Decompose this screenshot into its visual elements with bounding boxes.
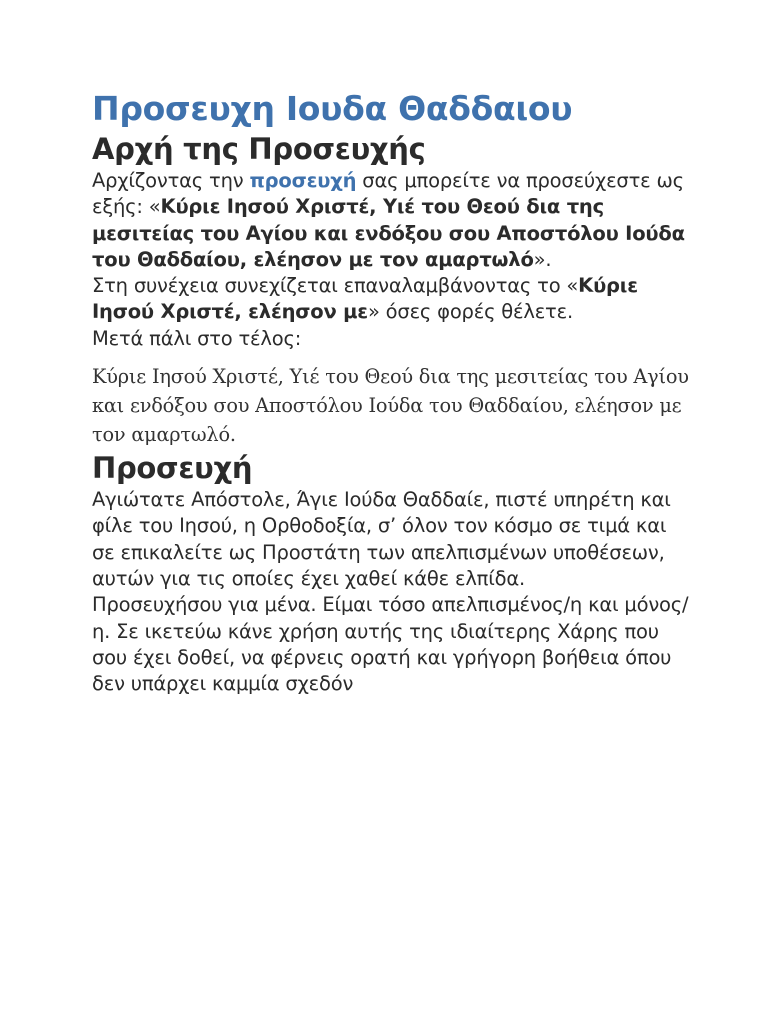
paragraph-end-intro: Μετά πάλι στο τέλος: bbox=[92, 326, 302, 350]
intro-lead-text: Αρχίζοντας την bbox=[92, 169, 250, 192]
section-heading-prayer: Προσευχή bbox=[92, 451, 253, 486]
prayer-paragraph-2: Προσευχήσου για μένα. Είμαι τόσο απελπισμένος/η και μόνος/η. Σε ικετεύω κάνε χρήση αυτής της ιδιαίτερης Χάρης που σου έχει δοθεί, να φέρνεις ορατή και γρήγορη βοήθεια όπου δεν υπάρχει καμμία σχεδόν bbox=[92, 593, 689, 696]
prayer-paragraph-1: Αγιώτατε Απόστολε, Άγιε Ιούδα Θαδδαίε, πιστέ υπηρέτη και φίλε του Ιησού, η Ορθοδοξία, σ’ όλον τον κόσμο σε τιμά και σε επικαλείτε ως Προστάτη των απελπισμένων υποθέσεων, αυτών για τις οποίες έχει χαθεί κάθε ελπίδα. bbox=[92, 488, 671, 590]
intro-bold-prayer: Κύριε Ιησού Χριστέ, Υιέ του Θεού δια της μεσιτείας του Αγίου και ενδόξου σου Αποστόλου Ιούδα του Θαδδαίου, ελέησον με τον αμαρτωλό bbox=[92, 195, 685, 271]
section-heading-start: Αρχή της Προσευχής bbox=[92, 132, 426, 166]
closing-prayer-quote: Κύριε Ιησού Χριστέ, Υιέ του Θεού δια της μεσιτείας του Αγίου και ενδόξου σου Αποστόλου Ιούδα του Θαδδαίου, ελέησον με τον αμαρτωλό. bbox=[92, 365, 689, 447]
document-page bbox=[92, 88, 692, 697]
document-title: Προσευχη Ιουδα Θαδδαιου bbox=[92, 89, 573, 128]
intro-end-text: ». bbox=[533, 247, 552, 271]
prayer-link[interactable]: προσευχή bbox=[249, 169, 357, 192]
continue-bold-prayer: Κύριε Ιησού Χριστέ, ελέησον με bbox=[92, 274, 638, 324]
intro-mid-text: σας μπορείτε να προσεύχεστε ως εξής: « bbox=[92, 169, 684, 219]
continue-lead-text: Στη συνέχεια συνεχίζεται επαναλαμβάνοντας το « bbox=[92, 274, 579, 298]
continue-end-text: » όσες φορές θέλετε. bbox=[367, 300, 573, 324]
prayer-body bbox=[92, 487, 692, 697]
paragraph-intro bbox=[92, 168, 692, 326]
